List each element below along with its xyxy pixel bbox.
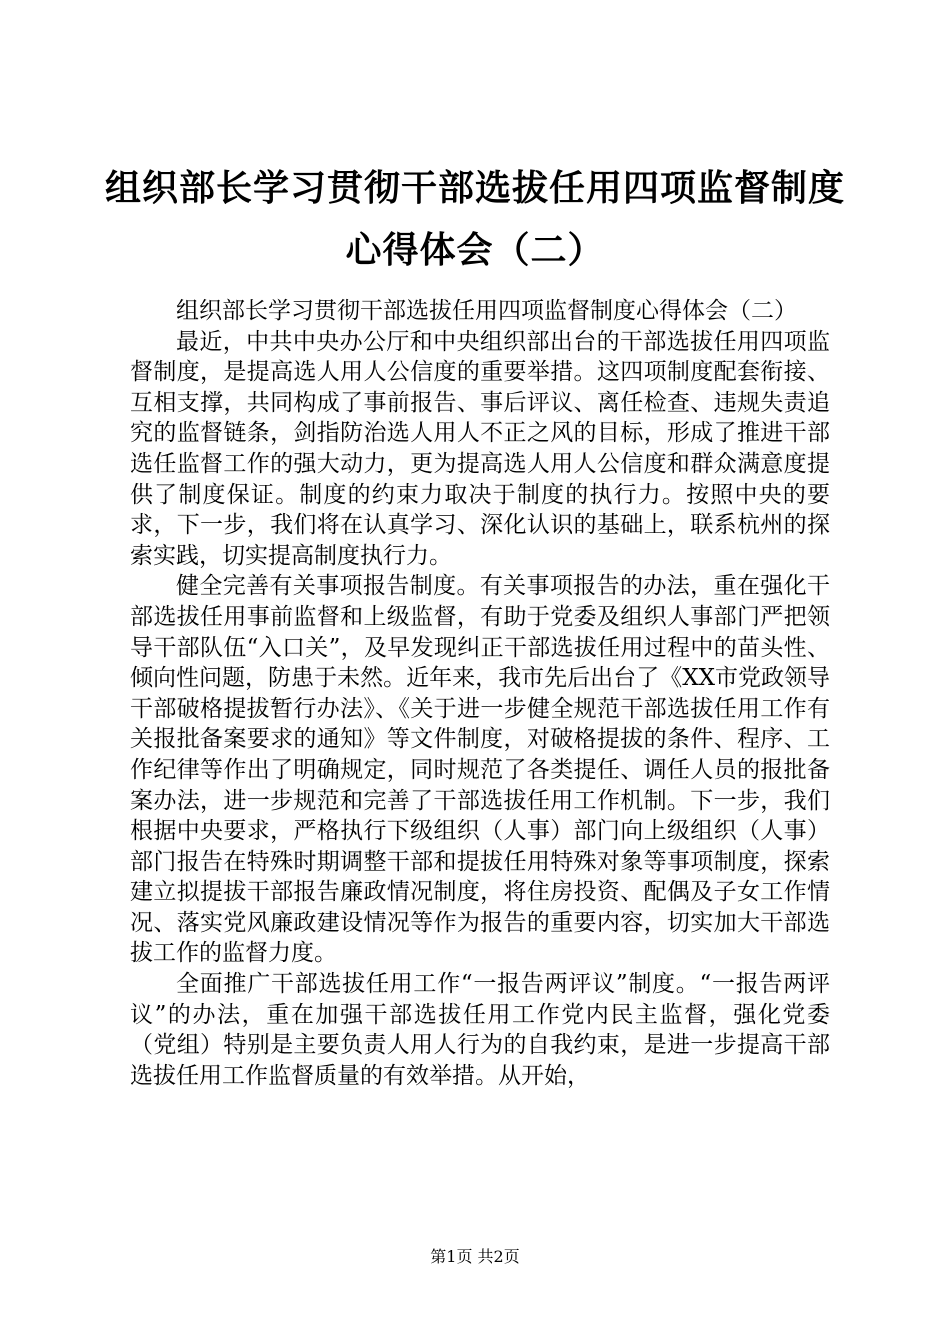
body-paragraph: 健全完善有关事项报告制度。有关事项报告的办法，重在强化干部选拔任用事前监督和上级监督，有助于党委及组织人事部门严把领导干部队伍“入口关”，及早发现纠正干部选拔任用过程中的苗头性、倾向性问题，防患于未然。近年来，我市先后出台了《XX市党政领导干部破格提拔暂行办法》、《关于进一步健全规范干部选拔任用工作有关报批备案要求的通知》等文件制度，对破格提拔的条件、程序、工作纪律等作出了明确规定，同时规范了各类提任、调任人员的报批备案办法，进一步规范和完善了干部选拔任用工作机制。下一步，我们根据中央要求，严格执行下级组织（人事）部门向上级组织（人事）部门报告在特殊时期调整干部和提拔任用特殊对象等事项制度，探索建立拟提拔干部报告廉政情况制度，将住房投资、配偶及子女工作情况、落实党风廉政建设情况等作为报告的重要内容，切实加大干部选拔工作的监督力度。: [130, 573, 830, 967]
page-number-footer: 第1页 共2页: [430, 1247, 520, 1266]
document-title-line-1: 组织部长学习贯彻干部选拔任用四项监督制度: [104, 167, 845, 209]
document-title-line-2: 心得体会（二）: [345, 229, 605, 271]
body-paragraph: 全面推广干部选拔任用工作“一报告两评议”制度。“一报告两评议”的办法，重在加强干部选拔任用工作党内民主监督，强化党委（党组）特别是主要负责人用人行为的自我约束，是进一步提高干部选拔任用工作监督质量的有效举措。从开始，: [130, 971, 830, 1089]
body-paragraph: 最近，中共中央办公厅和中央组织部出台的干部选拔任用四项监督制度，是提高选人用人公信度的重要举措。这四项制度配套衔接、互相支撑，共同构成了事前报告、事后评议、离任检查、违规失责追究的监督链条，剑指防治选人用人不正之风的目标，形成了推进干部选任监督工作的强大动力，更为提高选人用人公信度和群众满意度提供了制度保证。制度的约束力取决于制度的执行力。按照中央的要求，下一步，我们将在认真学习、深化认识的基础上，联系杭州的探索实践，切实提高制度执行力。: [130, 328, 830, 569]
document-body: [130, 296, 830, 1091]
subtitle-paragraph: 组织部长学习贯彻干部选拔任用四项监督制度心得体会（二）: [176, 298, 797, 324]
